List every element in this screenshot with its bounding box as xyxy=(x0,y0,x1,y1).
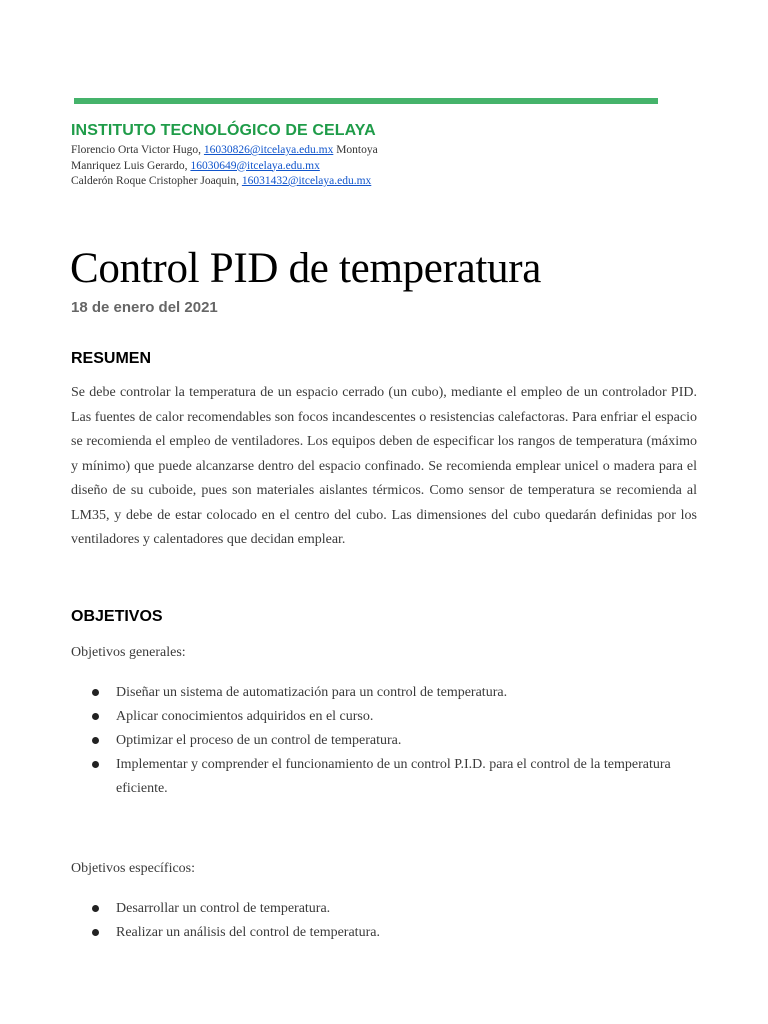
section-heading-resumen: RESUMEN xyxy=(71,350,152,367)
author-name: Calderón Roque Cristopher Joaquin, xyxy=(71,175,242,187)
header-rule xyxy=(74,98,658,104)
institution-name: INSTITUTO TECNOLÓGICO DE CELAYA xyxy=(71,122,376,139)
bullet-icon xyxy=(92,737,99,744)
list-item-text: Realizar un análisis del control de temperatura. xyxy=(116,925,380,940)
resumen-paragraph: Se debe controlar la temperatura de un espacio cerrado (un cubo), mediante el empleo de un controlador PID. Las fuentes de calor recomendables son focos incandescentes o resistencias calefactoras. Para enfriar el espacio se recomienda el empleo de ventiladores. Los equipos deben de especificar los rangos de temperatura (máximo y mínimo) que puede alcanzarse dentro del espacio confinado. Se recomienda emplear unicel o madera para el diseño de su cuboide, pues son materiales aislantes térmicos. Como sensor de temperatura se recomienda al LM35, y debe de estar colocado en el centro del cubo. Las dimensiones del cubo quedarán definidas por los ventiladores y calentadores que decidan emplear. xyxy=(71,385,697,547)
bullet-icon xyxy=(92,929,99,936)
author-email-link[interactable]: 16031432@itcelaya.edu.mx xyxy=(241,175,372,187)
author-name: Manriquez Luis Gerardo, xyxy=(71,159,191,172)
list-item-text: Optimizar el proceso de un control de temperatura. xyxy=(116,733,402,748)
list-item-text: Aplicar conocimientos adquiridos en el curso. xyxy=(116,709,374,724)
list-item xyxy=(71,681,671,705)
objetivos-generales-list xyxy=(71,681,671,801)
author-email-link[interactable]: 16030826@itcelaya.edu.mx xyxy=(203,144,334,156)
list-item-text: Diseñar un sistema de automatización para un control de temperatura. xyxy=(116,685,508,700)
objetivos-especificos-list xyxy=(71,897,671,945)
author-line xyxy=(71,159,378,175)
objetivos-especificos-label: Objetivos específicos: xyxy=(71,861,196,876)
author-line xyxy=(71,174,378,190)
bullet-icon xyxy=(92,713,99,720)
objetivos-generales-label: Objetivos generales: xyxy=(71,645,186,660)
bullet-icon xyxy=(92,689,99,696)
document-date: 18 de enero del 2021 xyxy=(71,299,218,316)
list-item xyxy=(71,753,671,801)
section-heading-objetivos: OBJETIVOS xyxy=(71,608,163,625)
list-item-text: Desarrollar un control de temperatura. xyxy=(116,901,331,916)
author-list xyxy=(71,143,378,190)
list-item-text: Implementar y comprender el funcionamiento de un control P.I.D. para el control de la temperatura eficiente. xyxy=(116,757,671,796)
bullet-icon xyxy=(92,761,99,768)
bullet-icon xyxy=(92,905,99,912)
list-item xyxy=(71,705,671,729)
author-name: Florencio Orta Victor Hugo, xyxy=(71,144,204,156)
list-item xyxy=(71,729,671,753)
list-item xyxy=(71,897,671,921)
list-item xyxy=(71,921,671,945)
document-title: Control PID de temperatura xyxy=(70,245,542,292)
author-email-link[interactable]: 16030649@itcelaya.edu.mx xyxy=(190,159,320,172)
author-line xyxy=(71,143,378,159)
author-name-continued: Montoya xyxy=(333,144,378,156)
